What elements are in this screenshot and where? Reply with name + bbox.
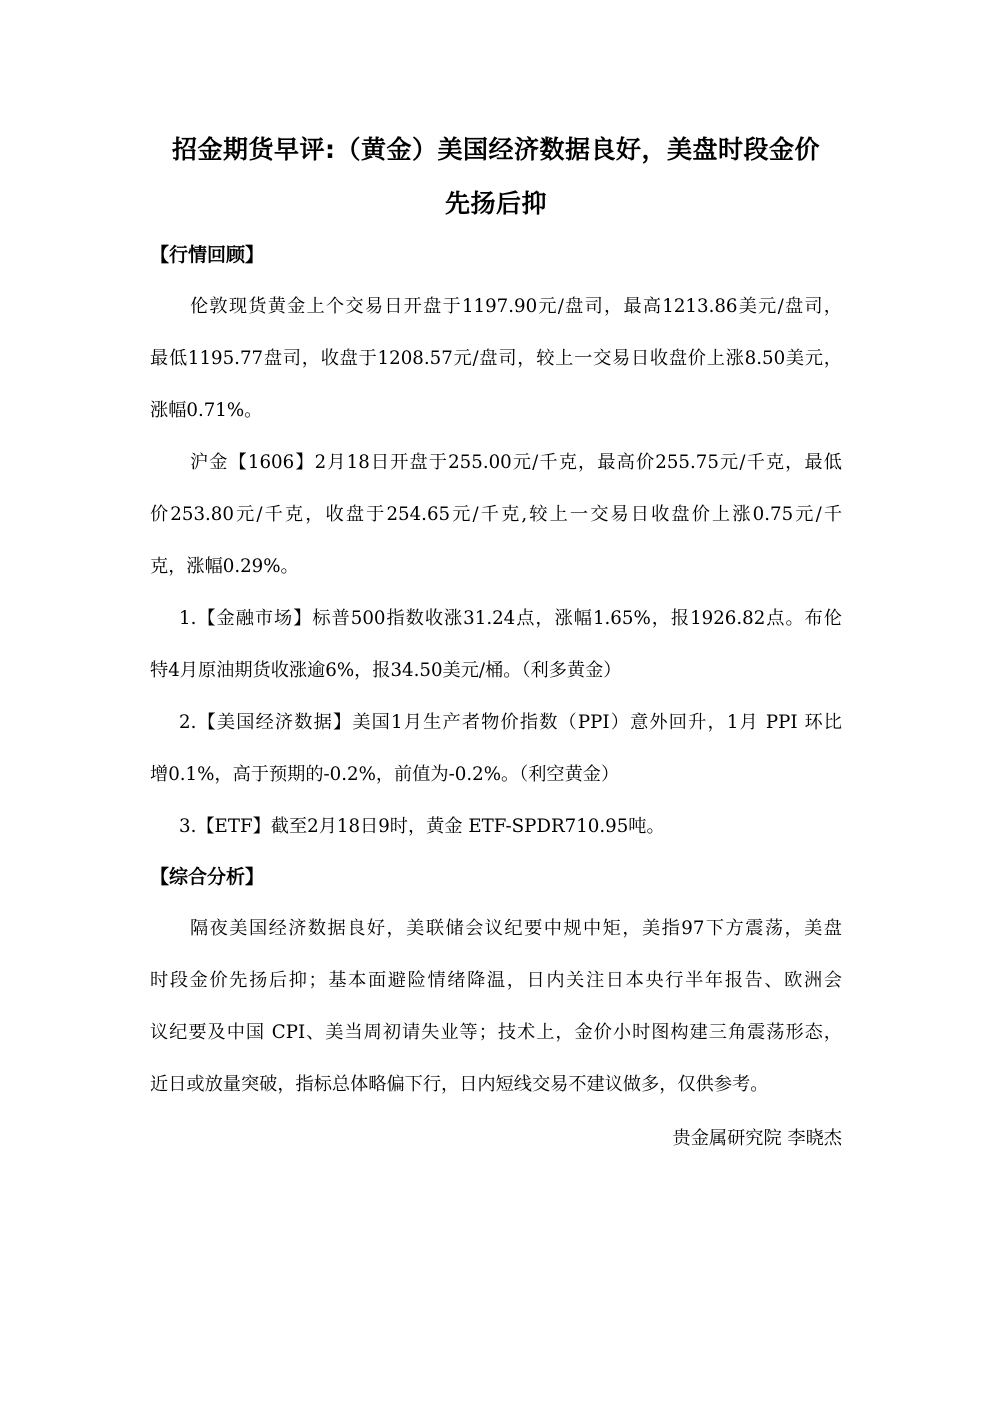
news-item-1-line-2: 特4月原油期货收涨逾6%，报34.50美元/桶。（利多黄金） — [150, 660, 622, 681]
news-item-2-line-2: 增0.1%，高于预期的-0.2%，前值为-0.2%。（利空黄金） — [150, 764, 620, 785]
review-p2-line-1: 沪金【1606】2月18日开盘于255.00元/千克，最高价255.75元/千克，最低 — [190, 452, 842, 473]
title-line-2: 先扬后抑 — [444, 189, 547, 218]
review-p1-line-1: 伦敦现货黄金上个交易日开盘于1197.90元/盘司，最高1213.86美元/盘司， — [190, 296, 842, 317]
section-heading-review: 【行情回顾】 — [150, 244, 265, 266]
author-signature: 贵金属研究院 李晓杰 — [672, 1128, 842, 1149]
analysis-line-3: 议纪要及中国 CPI、美当周初请失业等；技术上，金价小时图构建三角震荡形态， — [150, 1022, 842, 1043]
section-heading-analysis: 【综合分析】 — [150, 866, 265, 888]
news-item-3-line-1: 3.【ETF】截至2月18日9时，黄金 ETF-SPDR710.95吨。 — [179, 816, 665, 837]
review-p2-line-3: 克，涨幅0.29%。 — [150, 556, 299, 577]
review-p1-line-2: 最低1195.77盘司，收盘于1208.57元/盘司，较上一交易日收盘价上涨8.50美元， — [150, 348, 842, 369]
analysis-line-4: 近日或放量突破，指标总体略偏下行，日内短线交易不建议做多，仅供参考。 — [150, 1074, 769, 1095]
analysis-line-1: 隔夜美国经济数据良好，美联储会议纪要中规中矩，美指97下方震荡，美盘 — [190, 918, 842, 939]
news-item-1-line-1: 1.【金融市场】标普500指数收涨31.24点，涨幅1.65%，报1926.82点。布伦 — [179, 608, 842, 629]
news-item-2-line-1: 2.【美国经济数据】美国1月生产者物价指数（PPI）意外回升，1月 PPI 环比 — [179, 712, 842, 733]
review-p1-line-3: 涨幅0.71%。 — [150, 400, 263, 421]
review-p2-line-2: 价253.80元/千克，收盘于254.65元/千克,较上一交易日收盘价上涨0.75元/千 — [150, 504, 842, 525]
analysis-line-2: 时段金价先扬后抑；基本面避险情绪降温，日内关注日本央行半年报告、欧洲会 — [150, 970, 842, 991]
title-line-1: 招金期货早评:（黄金）美国经济数据良好，美盘时段金价 — [172, 135, 820, 164]
